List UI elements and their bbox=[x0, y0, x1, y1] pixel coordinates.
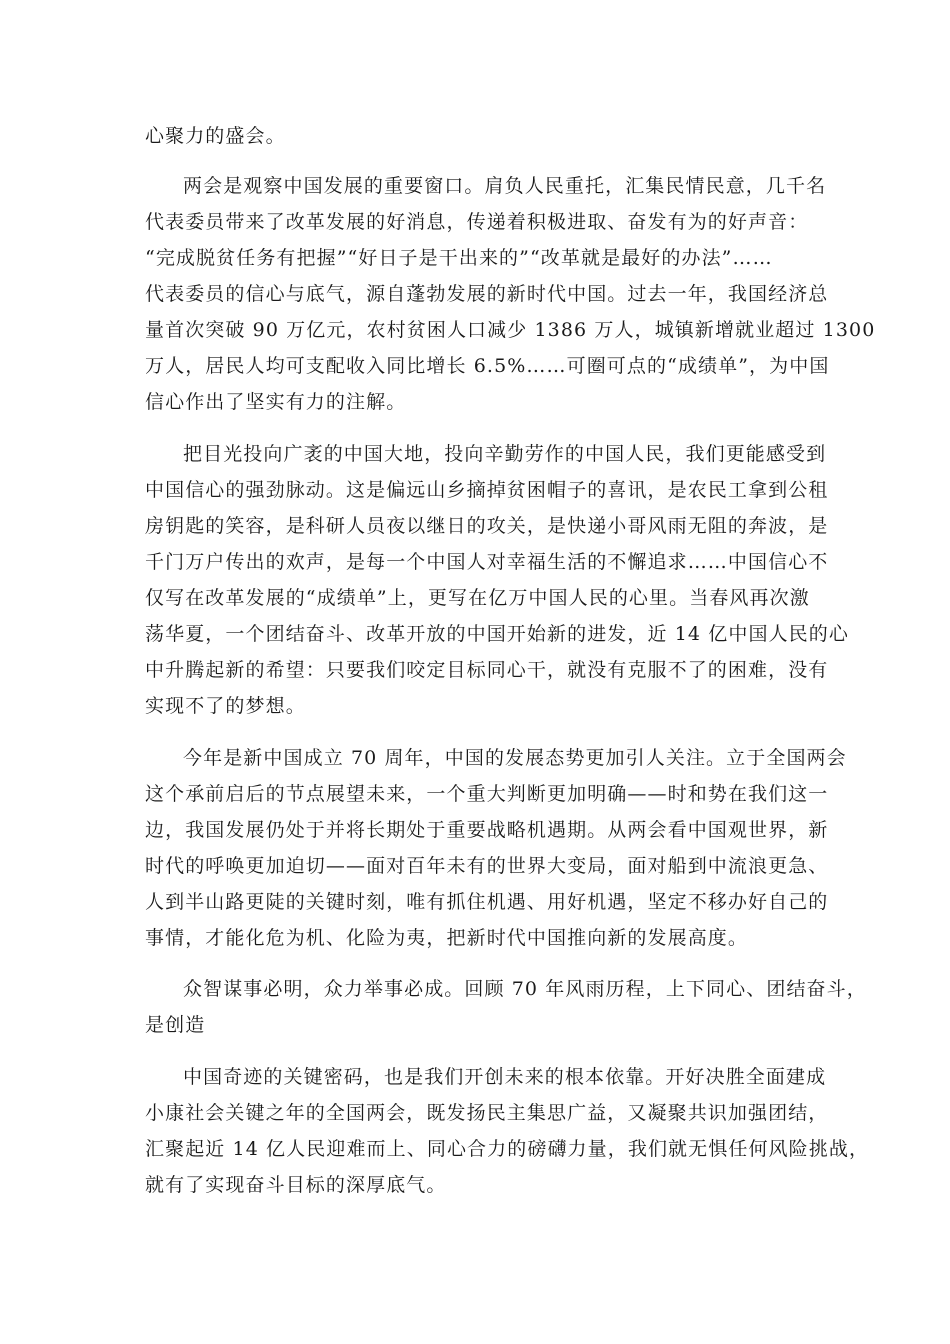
text-line: 汇聚起近 14 亿人民迎难而上、同心合力的磅礴力量，我们就无惧任何风险挑战， bbox=[145, 1138, 870, 1160]
text-line: 荡华夏，一个团结奋斗、改革开放的中国开始新的进发，近 14 亿中国人民的心 bbox=[145, 623, 849, 645]
text-line: 就有了实现奋斗目标的深厚底气。 bbox=[145, 1174, 447, 1196]
text-line: 把目光投向广袤的中国大地，投向辛勤劳作的中国人民，我们更能感受到 bbox=[183, 443, 827, 465]
text-line: 边，我国发展仍处于并将长期处于重要战略机遇期。从两会看中国观世界，新 bbox=[145, 819, 829, 841]
text-line: 仅写在改革发展的“成绩单”上，更写在亿万中国人民的心里。当春风再次激 bbox=[145, 587, 810, 609]
text-line: 千门万户传出的欢声，是每一个中国人对幸福生活的不懈追求……中国信心不 bbox=[145, 551, 829, 573]
text-line: 人到半山路更陡的关键时刻，唯有抓住机遇、用好机遇，坚定不移办好自己的 bbox=[145, 891, 829, 913]
text-line: 中升腾起新的希望：只要我们咬定目标同心干，就没有克服不了的困难，没有 bbox=[145, 659, 829, 681]
text-line: 心聚力的盛会。 bbox=[145, 125, 286, 147]
text-line: 量首次突破 90 万亿元，农村贫困人口减少 1386 万人，城镇新增就业超过 1300 bbox=[145, 319, 876, 341]
text-line: 信心作出了坚实有力的注解。 bbox=[145, 391, 407, 413]
text-line: 小康社会关键之年的全国两会，既发扬民主集思广益，又凝聚共识加强团结， bbox=[145, 1102, 829, 1124]
text-line: 是创造 bbox=[145, 1014, 206, 1036]
text-line: 事情，才能化危为机、化险为夷，把新时代中国推向新的发展高度。 bbox=[145, 927, 749, 949]
text-line: 时代的呼唤更加迫切——面对百年未有的世界大变局，面对船到中流浪更急、 bbox=[145, 855, 829, 877]
text-line: 代表委员的信心与底气，源自蓬勃发展的新时代中国。过去一年，我国经济总 bbox=[145, 283, 829, 305]
text-line: 今年是新中国成立 70 周年，中国的发展态势更加引人关注。立于全国两会 bbox=[183, 747, 847, 769]
text-line: 众智谋事必明，众力举事必成。回顾 70 年风雨历程，上下同心、团结奋斗， bbox=[183, 978, 867, 1000]
text-line: 实现不了的梦想。 bbox=[145, 695, 306, 717]
text-line: “完成脱贫任务有把握”“好日子是干出来的”“改革就是最好的办法”…… bbox=[145, 247, 773, 269]
text-line: 房钥匙的笑容，是科研人员夜以继日的攻关，是快递小哥风雨无阻的奔波，是 bbox=[145, 515, 829, 537]
text-line: 万人，居民人均可支配收入同比增长 6.5%……可圈可点的“成绩单”，为中国 bbox=[145, 355, 830, 377]
text-line: 两会是观察中国发展的重要窗口。肩负人民重托，汇集民情民意，几千名 bbox=[183, 175, 827, 197]
text-line: 这个承前启后的节点展望未来，一个重大判断更加明确——时和势在我们这一 bbox=[145, 783, 829, 805]
text-line: 中国信心的强劲脉动。这是偏远山乡摘掉贫困帽子的喜讯，是农民工拿到公租 bbox=[145, 479, 829, 501]
text-line: 中国奇迹的关键密码，也是我们开创未来的根本依靠。开好决胜全面建成 bbox=[183, 1066, 827, 1088]
text-line: 代表委员带来了改革发展的好消息，传递着积极进取、奋发有为的好声音： bbox=[145, 211, 809, 233]
